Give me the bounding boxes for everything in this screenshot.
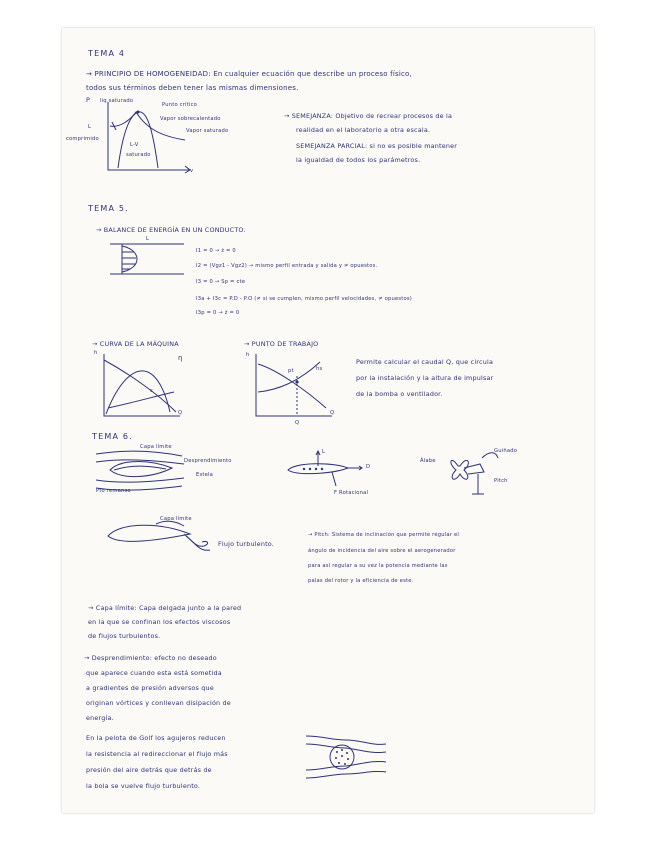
p-axis-label: P (86, 96, 91, 104)
despr-line-1: → Desprendimiento: efecto no deseado (84, 654, 217, 662)
punto-h-axis: h (246, 352, 250, 358)
curva-c: c (150, 388, 154, 394)
v-axis-label: v (190, 168, 194, 174)
despr-line-5: energía. (86, 714, 114, 722)
estela-label: Estela (196, 472, 214, 478)
punto-desc-line-2: por la instalación y la altura de impulsar (356, 374, 494, 382)
f-rotacional-label: F Rotacional (334, 490, 369, 496)
phase-diagram (90, 98, 260, 178)
equation-5: I3p = 0 → ż = 0 (196, 310, 240, 316)
golf-line-1: En la pelota de Golf los agujeros reducen (86, 734, 226, 742)
pitch-diagram-label: Pitch (494, 478, 508, 484)
saturado-label: saturado (126, 152, 151, 158)
golf-line-3: presión del aire detrás que detrás de (86, 766, 212, 774)
operating-point-chart (248, 352, 338, 422)
pitch-line-4: palas del rotor y la eficiencia de este. (308, 578, 414, 584)
curva-title: → CURVA DE LA MÁQUINA (92, 340, 179, 348)
semejanza-line-2: realidad en el laboratorio a otra escala. (296, 126, 431, 134)
despr-line-3: a gradientes de presión adversos que (86, 684, 214, 692)
equation-2: I2 = (Vgz1 - Vgz2) → mismo perfil entrada y salida y ≠ opuestos. (196, 263, 378, 269)
golf-line-4: la bola se vuelve flujo turbulento. (86, 782, 201, 790)
desprendimiento-label: Desprendimiento (184, 458, 232, 464)
capa-def-line-3: de flujos turbulentos. (88, 632, 161, 640)
punto-desc-line-3: de la bomba o ventilador. (356, 390, 443, 398)
equation-3: I3 = 0 → Sp = cte (196, 279, 246, 285)
flujo-remanso-label: Pto remanso (96, 488, 131, 494)
semejanza-line-1: → SEMEJANZA: Objetivo de recrear procesos de la (284, 112, 453, 120)
drag-label: D (366, 464, 371, 470)
lv-label: L-V (130, 142, 139, 148)
vapor-sobrecalentado-label: Vapor sobrecalentado (160, 116, 221, 122)
machine-curve-chart (96, 352, 186, 422)
liquido-label: L (88, 124, 92, 130)
tema4-title: TEMA 4 (88, 49, 126, 58)
equation-1: I1 = 0 → ż = 0 (196, 248, 236, 254)
balance-title: → BALANCE DE ENERGÍA EN UN CONDUCTO. (96, 226, 246, 234)
comprimido-label: comprimido (66, 136, 99, 142)
principio-line-2: todos sus términos deben tener las mismas dimensiones. (86, 84, 299, 92)
punto-hs: hs (316, 366, 323, 372)
curva-eta: η (178, 354, 183, 362)
despr-line-2: que aparece cuando esta está sometida (86, 669, 222, 677)
capa-limite-label-2: Capa límite (160, 516, 192, 522)
flujo-turbulento-label: Flujo turbulento. (218, 540, 275, 548)
punto-title: → PUNTO DE TRABAJO (244, 340, 319, 348)
punto-critico-label: Punto crítico (162, 102, 197, 108)
guinado-label: Guiñado (494, 448, 518, 454)
curva-h-axis: h (94, 350, 98, 356)
pitch-line-3: para así regular a su vez la potencia mediante las (308, 563, 448, 569)
pipe-label: L (146, 236, 150, 242)
golf-ball-flow-sketch (302, 726, 392, 790)
pitch-line-1: → Pitch: Sistema de inclinación que permite regular el (308, 532, 459, 538)
pitch-line-2: ángulo de incidencia del aire sobre el aerogenerador (308, 548, 456, 554)
punto-desc-line-1: Permite calcular el caudal Q, que circula (356, 358, 494, 366)
pipe-sketch (108, 238, 188, 282)
tema6-title: TEMA 6. (92, 432, 133, 441)
capa-def-line-1: → Capa límite: Capa delgada junto a la pared (88, 604, 242, 612)
punto-q-marker: Q (295, 420, 300, 426)
semejanza-line-4: la igualdad de todos los parámetros. (296, 156, 421, 164)
liq-saturado-label: liq saturado (100, 98, 134, 104)
golf-line-2: la resistencia al redireccionar el flujo más (86, 750, 228, 758)
equation-4: I3a + I3c = P.D - P.O (≠ si se cumplen, mismo perfil velocidades, ≠ opuestos) (196, 296, 413, 302)
airfoil-forces-sketch (282, 448, 372, 492)
capa-limite-label-1: Capa límite (140, 444, 172, 450)
capa-def-line-2: en la que se confinan los efectos viscosos (88, 618, 231, 626)
semejanza-line-3: SEMEJANZA PARCIAL: si no es posible mantener (296, 142, 458, 150)
punto-pt: pt (288, 368, 294, 374)
despr-line-4: originan vórtices y conllevan disipación de (86, 699, 231, 707)
lift-label: L (322, 449, 326, 455)
punto-q-axis: Q (330, 410, 335, 416)
principio-line-1: → PRINCIPIO DE HOMOGENEIDAD: En cualquier ecuación que describe un proceso físico, (86, 70, 412, 78)
alabe-label: Álabe (420, 458, 436, 464)
tema5-title: TEMA 5. (88, 204, 129, 213)
curva-q-axis: Q (178, 410, 183, 416)
vapor-saturado-label: Vapor saturado (186, 128, 229, 134)
